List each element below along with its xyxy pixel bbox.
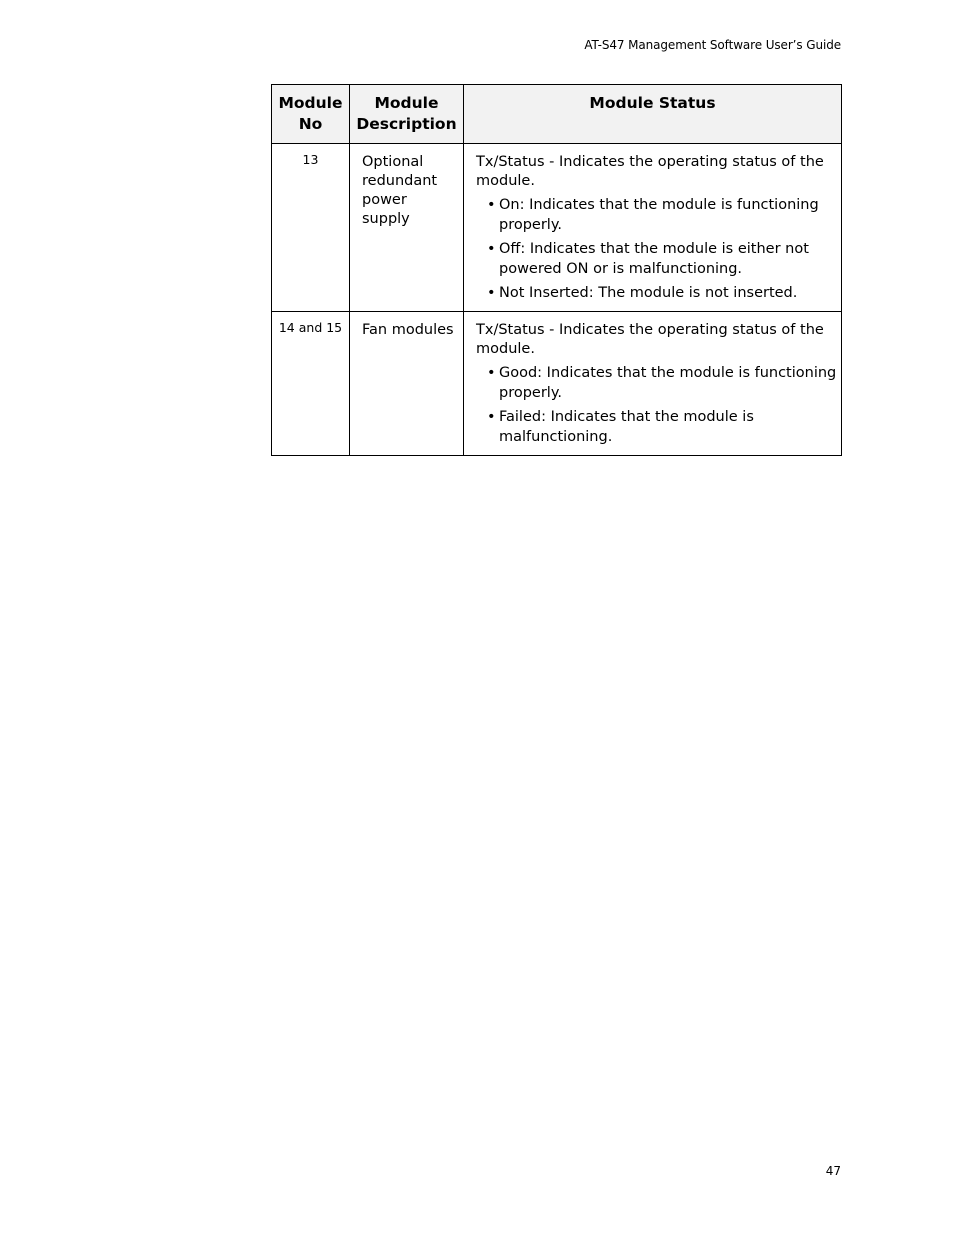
bullet-icon: •	[487, 409, 496, 425]
module-status-table	[271, 84, 842, 456]
status-bullet-text: Good: Indicates that the module is functioning properly.	[499, 365, 837, 401]
bullet-icon: •	[487, 365, 496, 381]
table-row	[272, 312, 842, 456]
status-bullet-list	[476, 195, 837, 303]
status-bullet	[487, 407, 837, 447]
status-intro: Tx/Status - Indicates the operating status of the module.	[476, 322, 824, 357]
table-header-row	[272, 85, 842, 144]
column-header-module-no: Module No	[272, 85, 350, 144]
table-row	[272, 144, 842, 312]
bullet-icon: •	[487, 197, 496, 213]
column-header-module-status: Module Status	[464, 85, 842, 144]
status-bullet	[487, 363, 837, 403]
page-number: 47	[825, 1164, 841, 1178]
status-bullet	[487, 283, 837, 303]
status-bullet	[487, 195, 837, 235]
status-bullet-text: Not Inserted: The module is not inserted.	[499, 285, 798, 301]
status-bullet-list	[476, 363, 837, 447]
module-description-cell: Fan modules	[350, 312, 464, 456]
column-header-module-description: Module Description	[350, 85, 464, 144]
bullet-icon: •	[487, 241, 496, 257]
status-bullet-text: Off: Indicates that the module is either not powered ON or is malfunctioning.	[499, 241, 809, 277]
bullet-icon: •	[487, 285, 496, 301]
module-no-cell: 13	[272, 144, 350, 312]
status-intro: Tx/Status - Indicates the operating status of the module.	[476, 154, 824, 189]
status-bullet-text: Failed: Indicates that the module is malfunctioning.	[499, 409, 754, 445]
module-status-cell	[464, 312, 842, 456]
running-header: AT-S47 Management Software User’s Guide	[584, 38, 841, 52]
status-bullet-text: On: Indicates that the module is functioning properly.	[499, 197, 819, 233]
module-description-cell: Optional redundant power supply	[350, 144, 464, 312]
status-bullet	[487, 239, 837, 279]
module-status-cell	[464, 144, 842, 312]
module-no-cell: 14 and 15	[272, 312, 350, 456]
